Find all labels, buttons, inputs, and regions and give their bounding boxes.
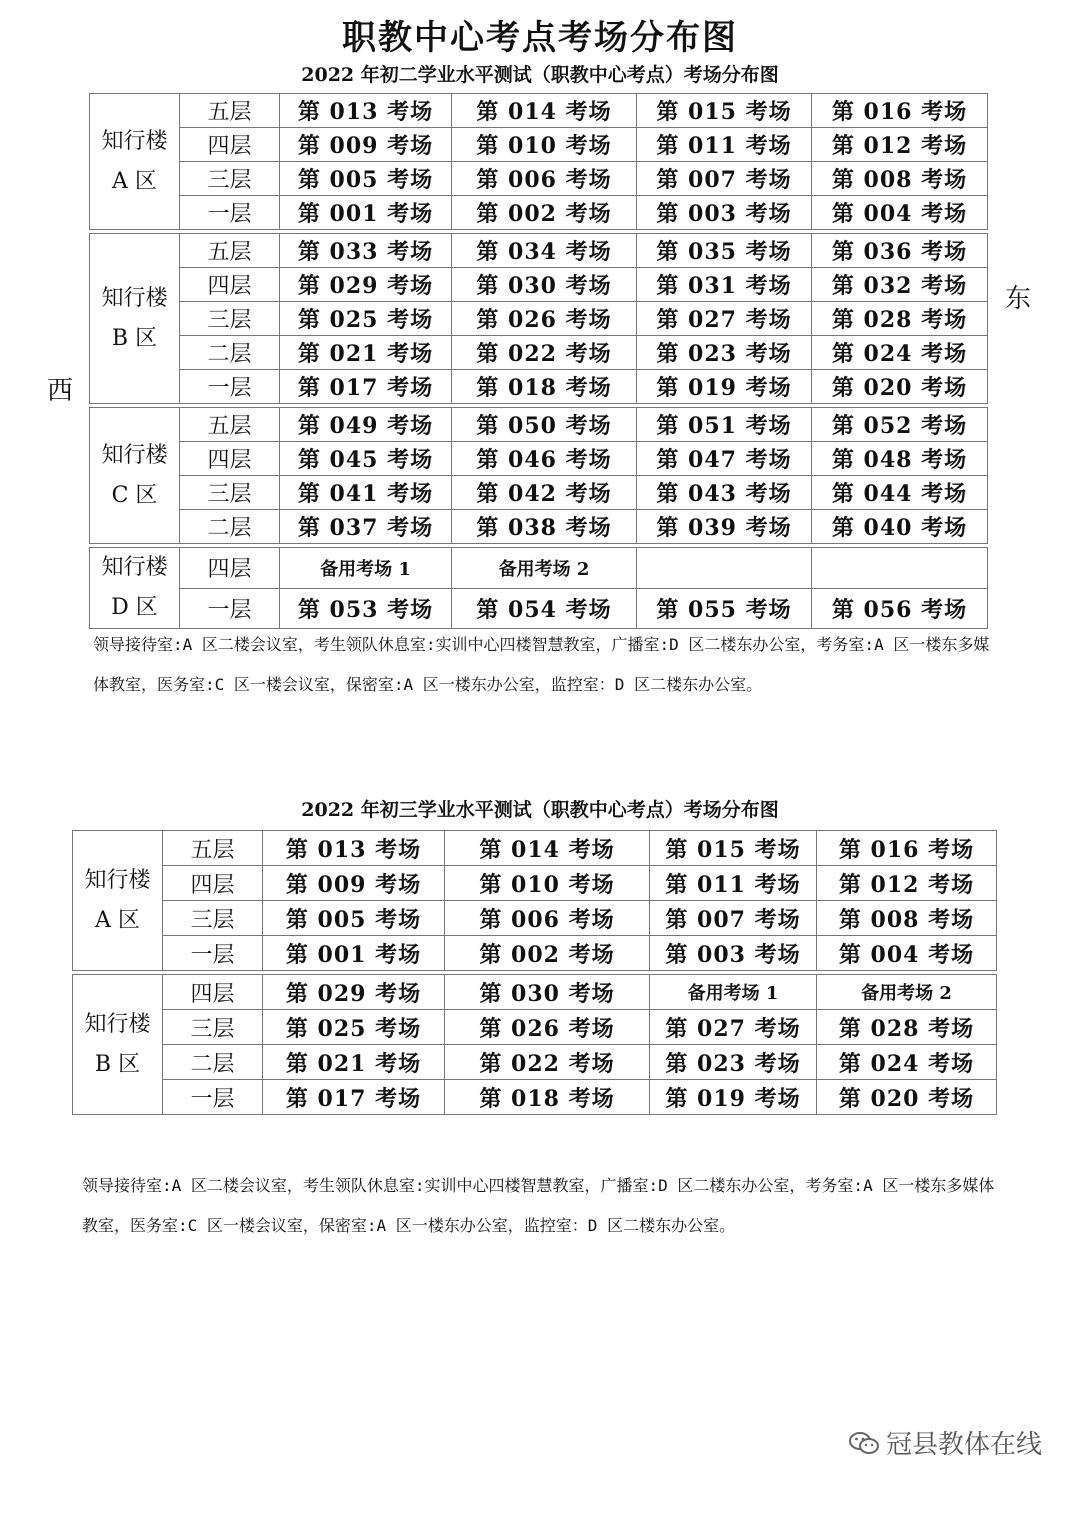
exam-room-cell: 第 022 考场 bbox=[452, 336, 637, 370]
exam-room-cell: 第 026 考场 bbox=[445, 1010, 650, 1045]
exam-room-cell: 第 001 考场 bbox=[263, 936, 445, 971]
exam-room-cell: 第 052 考场 bbox=[812, 408, 988, 442]
exam-room-cell: 第 018 考场 bbox=[445, 1080, 650, 1115]
floor-label: 四层 bbox=[180, 548, 280, 589]
exam-room-cell: 第 044 考场 bbox=[812, 476, 988, 510]
exam-room-cell: 第 039 考场 bbox=[637, 510, 812, 544]
table-row bbox=[90, 588, 988, 629]
exam-room-cell: 第 001 考场 bbox=[280, 196, 452, 230]
page-title: 职教中心考点考场分布图 bbox=[342, 18, 738, 58]
wechat-icon bbox=[848, 1431, 880, 1455]
table-row bbox=[90, 234, 988, 268]
floor-label: 四层 bbox=[163, 866, 263, 901]
zone-label bbox=[73, 831, 163, 971]
exam-room-cell: 第 013 考场 bbox=[280, 94, 452, 128]
exam-room-cell: 第 023 考场 bbox=[637, 336, 812, 370]
table-row bbox=[90, 94, 988, 128]
exam-room-cell: 第 017 考场 bbox=[263, 1080, 445, 1115]
exam-room-cell: 第 030 考场 bbox=[445, 975, 650, 1010]
exam-room-cell: 第 021 考场 bbox=[280, 336, 452, 370]
table-row bbox=[73, 1010, 997, 1045]
grade3-note: 领导接待室:A 区二楼会议室，考生领队休息室:实训中心四楼智慧教室，广播室:D 区二楼东办公室，考务室:A 区一楼东多媒体教室，医务室:C 区一楼会议室，保密室:A 区一楼东办公室，监控室：D 区二楼东办公室。 bbox=[82, 1176, 995, 1235]
floor-label: 五层 bbox=[180, 408, 280, 442]
exam-room-cell: 第 002 考场 bbox=[445, 936, 650, 971]
exam-room-cell: 备用考场 2 bbox=[817, 975, 997, 1010]
exam-room-cell: 第 019 考场 bbox=[650, 1080, 817, 1115]
exam-room-cell: 第 009 考场 bbox=[263, 866, 445, 901]
floor-label: 四层 bbox=[180, 128, 280, 162]
table-row bbox=[90, 268, 988, 302]
compass-east: 东 bbox=[1005, 284, 1032, 314]
grade2-table bbox=[89, 93, 988, 629]
exam-room-cell: 第 034 考场 bbox=[452, 234, 637, 268]
exam-room-cell: 第 028 考场 bbox=[817, 1010, 997, 1045]
exam-room-cell: 第 055 考场 bbox=[637, 588, 812, 629]
zone-building: 知行楼 bbox=[101, 285, 168, 311]
floor-label: 三层 bbox=[163, 1010, 263, 1045]
exam-room-cell: 第 029 考场 bbox=[280, 268, 452, 302]
exam-room-cell: 第 022 考场 bbox=[445, 1045, 650, 1080]
table-row bbox=[90, 510, 988, 544]
exam-room-cell: 第 010 考场 bbox=[452, 128, 637, 162]
compass-west: 西 bbox=[47, 376, 74, 406]
floor-label: 二层 bbox=[163, 1045, 263, 1080]
exam-room-cell: 第 008 考场 bbox=[817, 901, 997, 936]
exam-room-cell: 第 020 考场 bbox=[817, 1080, 997, 1115]
floor-label: 三层 bbox=[163, 901, 263, 936]
exam-room-cell: 第 004 考场 bbox=[812, 196, 988, 230]
zone-label bbox=[90, 94, 180, 230]
exam-room-cell: 第 006 考场 bbox=[452, 162, 637, 196]
exam-room-cell: 第 036 考场 bbox=[812, 234, 988, 268]
floor-label: 一层 bbox=[163, 1080, 263, 1115]
floor-label: 四层 bbox=[180, 268, 280, 302]
exam-room-cell: 第 035 考场 bbox=[637, 234, 812, 268]
exam-room-cell: 第 003 考场 bbox=[650, 936, 817, 971]
exam-room-cell: 第 006 考场 bbox=[445, 901, 650, 936]
zone-area: B 区 bbox=[111, 325, 158, 351]
table-row bbox=[90, 196, 988, 230]
floor-label: 五层 bbox=[180, 234, 280, 268]
empty-cell bbox=[637, 548, 812, 589]
exam-room-cell: 第 012 考场 bbox=[817, 866, 997, 901]
exam-room-cell: 第 025 考场 bbox=[263, 1010, 445, 1045]
exam-room-cell: 第 017 考场 bbox=[280, 370, 452, 404]
floor-label: 一层 bbox=[180, 370, 280, 404]
exam-room-cell: 第 008 考场 bbox=[812, 162, 988, 196]
exam-room-cell: 第 019 考场 bbox=[637, 370, 812, 404]
exam-room-cell: 第 032 考场 bbox=[812, 268, 988, 302]
exam-room-cell: 第 013 考场 bbox=[263, 831, 445, 866]
table-row bbox=[73, 936, 997, 971]
exam-room-cell: 第 014 考场 bbox=[445, 831, 650, 866]
grade2-note: 领导接待室:A 区二楼会议室，考生领队休息室:实训中心四楼智慧教室，广播室:D 区二楼东办公室，考务室:A 区一楼东多媒体教室，医务室:C 区一楼会议室，保密室:A 区一楼东办公室，监控室：D 区二楼东办公室。 bbox=[93, 635, 990, 694]
floor-label: 二层 bbox=[180, 336, 280, 370]
exam-room-cell: 第 045 考场 bbox=[280, 442, 452, 476]
exam-room-cell: 第 049 考场 bbox=[280, 408, 452, 442]
zone-area: A 区 bbox=[112, 168, 157, 194]
exam-room-cell: 第 004 考场 bbox=[817, 936, 997, 971]
exam-room-cell: 第 051 考场 bbox=[637, 408, 812, 442]
zone-building: 知行楼 bbox=[101, 442, 168, 468]
table-row bbox=[90, 408, 988, 442]
table-row bbox=[73, 831, 997, 866]
exam-room-cell: 第 011 考场 bbox=[650, 866, 817, 901]
exam-room-cell: 第 048 考场 bbox=[812, 442, 988, 476]
exam-room-cell: 第 024 考场 bbox=[817, 1045, 997, 1080]
zone-label bbox=[73, 975, 163, 1115]
exam-room-cell: 第 031 考场 bbox=[637, 268, 812, 302]
zone-building: 知行楼 bbox=[101, 128, 168, 154]
grade3-table bbox=[72, 830, 997, 1115]
exam-room-cell: 第 014 考场 bbox=[452, 94, 637, 128]
exam-room-cell: 第 046 考场 bbox=[452, 442, 637, 476]
floor-label: 三层 bbox=[180, 162, 280, 196]
exam-room-cell: 第 026 考场 bbox=[452, 302, 637, 336]
exam-room-cell: 第 023 考场 bbox=[650, 1045, 817, 1080]
exam-room-cell: 第 012 考场 bbox=[812, 128, 988, 162]
exam-room-cell: 第 007 考场 bbox=[650, 901, 817, 936]
exam-room-cell: 第 028 考场 bbox=[812, 302, 988, 336]
exam-room-cell: 备用考场 1 bbox=[280, 548, 452, 589]
exam-room-cell: 第 024 考场 bbox=[812, 336, 988, 370]
table-row bbox=[90, 162, 988, 196]
table-row bbox=[73, 866, 997, 901]
floor-label: 四层 bbox=[180, 442, 280, 476]
table-row bbox=[90, 370, 988, 404]
floor-label: 二层 bbox=[180, 510, 280, 544]
floor-label: 四层 bbox=[163, 975, 263, 1010]
zone-area: B 区 bbox=[94, 1051, 141, 1077]
exam-room-cell: 第 010 考场 bbox=[445, 866, 650, 901]
exam-room-cell: 第 040 考场 bbox=[812, 510, 988, 544]
exam-room-cell: 第 016 考场 bbox=[817, 831, 997, 866]
table-row bbox=[90, 442, 988, 476]
table-row bbox=[90, 302, 988, 336]
zone-building: 知行楼 bbox=[101, 555, 168, 580]
floor-label: 一层 bbox=[180, 588, 280, 629]
exam-room-cell: 第 007 考场 bbox=[637, 162, 812, 196]
floor-label: 五层 bbox=[180, 94, 280, 128]
zone-building: 知行楼 bbox=[84, 1011, 151, 1037]
exam-room-cell: 第 053 考场 bbox=[280, 588, 452, 629]
exam-room-cell: 第 005 考场 bbox=[280, 162, 452, 196]
exam-room-cell: 第 027 考场 bbox=[650, 1010, 817, 1045]
watermark-text: 冠县教体在线 bbox=[886, 1430, 1043, 1460]
exam-room-cell: 第 041 考场 bbox=[280, 476, 452, 510]
exam-room-cell: 第 043 考场 bbox=[637, 476, 812, 510]
table-row bbox=[90, 128, 988, 162]
table-row bbox=[73, 1080, 997, 1115]
exam-room-cell: 第 020 考场 bbox=[812, 370, 988, 404]
zone-label bbox=[90, 548, 180, 629]
exam-room-cell: 第 038 考场 bbox=[452, 510, 637, 544]
exam-room-cell: 第 027 考场 bbox=[637, 302, 812, 336]
table-row bbox=[90, 336, 988, 370]
watermark bbox=[848, 1424, 1042, 1461]
exam-room-cell: 第 054 考场 bbox=[452, 588, 637, 629]
floor-label: 一层 bbox=[180, 196, 280, 230]
zone-area: D 区 bbox=[111, 595, 158, 620]
table-row bbox=[90, 476, 988, 510]
zone-building: 知行楼 bbox=[84, 867, 151, 893]
zone-area: C 区 bbox=[111, 482, 158, 508]
exam-room-cell: 第 005 考场 bbox=[263, 901, 445, 936]
exam-room-cell: 第 030 考场 bbox=[452, 268, 637, 302]
table-row bbox=[73, 1045, 997, 1080]
exam-room-cell: 第 025 考场 bbox=[280, 302, 452, 336]
exam-room-cell: 第 056 考场 bbox=[812, 588, 988, 629]
exam-room-cell: 第 021 考场 bbox=[263, 1045, 445, 1080]
table-row bbox=[90, 548, 988, 589]
exam-room-cell: 第 050 考场 bbox=[452, 408, 637, 442]
floor-label: 五层 bbox=[163, 831, 263, 866]
table-row bbox=[73, 975, 997, 1010]
table-row bbox=[73, 901, 997, 936]
exam-room-cell: 第 047 考场 bbox=[637, 442, 812, 476]
exam-room-cell: 第 018 考场 bbox=[452, 370, 637, 404]
exam-room-cell: 第 042 考场 bbox=[452, 476, 637, 510]
grade2-title: 2022 年初二学业水平测试（职教中心考点）考场分布图 bbox=[301, 64, 779, 86]
zone-label bbox=[90, 234, 180, 404]
floor-label: 三层 bbox=[180, 302, 280, 336]
exam-room-cell: 第 002 考场 bbox=[452, 196, 637, 230]
zone-area: A 区 bbox=[95, 907, 140, 933]
exam-room-cell: 第 029 考场 bbox=[263, 975, 445, 1010]
floor-label: 三层 bbox=[180, 476, 280, 510]
grade3-title: 2022 年初三学业水平测试（职教中心考点）考场分布图 bbox=[301, 799, 779, 821]
exam-room-cell: 第 009 考场 bbox=[280, 128, 452, 162]
exam-room-cell: 第 037 考场 bbox=[280, 510, 452, 544]
empty-cell bbox=[812, 548, 988, 589]
exam-room-cell: 备用考场 2 bbox=[452, 548, 637, 589]
exam-room-cell: 第 015 考场 bbox=[637, 94, 812, 128]
exam-room-cell: 第 015 考场 bbox=[650, 831, 817, 866]
exam-room-cell: 第 033 考场 bbox=[280, 234, 452, 268]
exam-room-cell: 备用考场 1 bbox=[650, 975, 817, 1010]
exam-room-cell: 第 003 考场 bbox=[637, 196, 812, 230]
floor-label: 一层 bbox=[163, 936, 263, 971]
exam-room-cell: 第 016 考场 bbox=[812, 94, 988, 128]
zone-label bbox=[90, 408, 180, 544]
exam-room-cell: 第 011 考场 bbox=[637, 128, 812, 162]
